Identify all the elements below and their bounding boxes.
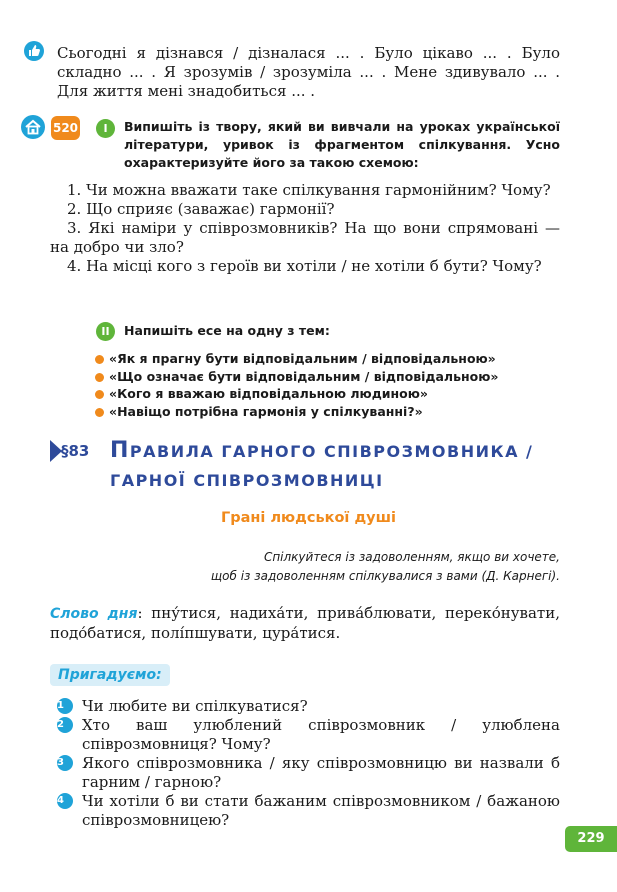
epigraph: Спілкуйтеся із задоволенням, якщо ви хочете, щоб із задоволенням спілкувалися з вами (Д. Карнегі).	[210, 550, 560, 583]
part-one-task: Випишіть із твору, який ви вивчали на уроках української літератури, уривок із фрагментом спілкування. Усно охарактеризуйте його за такою схемою:	[124, 119, 560, 170]
reflection-text: Сьогодні я дізнався / дізналася ... . Було цікаво ... . Було складно ... . Я зрозумів / зрозуміла ... . Мене здивувало ... . Для життя мені знадобиться ... .	[57, 44, 560, 100]
topic-list	[95, 350, 565, 420]
thumbs-up-icon	[24, 41, 44, 61]
recall-question-list	[57, 697, 560, 830]
word-of-the-day: Слово дня: пну́тися, надиха́ти, прива́блювати, переко́нувати, подо́батися, полі́пшувати, цура́тися.	[50, 604, 560, 642]
question-list	[50, 181, 560, 276]
bullet-icon	[95, 390, 104, 399]
list-item: «Навіщо потрібна гармонія у спілкуванні?»	[95, 403, 565, 421]
list-item: «Кого я вважаю відповідальною людиною»	[95, 385, 565, 403]
bullet-icon	[95, 408, 104, 417]
list-item: «Як я прагну бути відповідальним / відповідальною»	[95, 350, 565, 368]
exercise-number: 520	[51, 116, 80, 140]
list-item: 1. Чи можна вважати таке спілкування гармонійним? Чому?	[67, 181, 551, 199]
list-item: 3. Які наміри у співрозмовників? На що вони спрямовані — на добро чи зло?	[50, 219, 560, 256]
list-item: 4. На місці кого з героїв ви хотіли / не хотіли б бути? Чому?	[67, 257, 542, 275]
page-number: 229	[565, 826, 617, 852]
bullet-icon	[95, 355, 104, 364]
part-two-marker: II	[96, 322, 115, 341]
list-item: 3 Якого співрозмовника / яку співрозмовницю ви назвали б гарним / гарною?	[57, 754, 560, 791]
list-item: 4 Чи хотіли б ви стати бажаним співрозмовником / бажаною співрозмовницею?	[57, 792, 560, 829]
home-icon	[21, 115, 45, 139]
part-one-marker: I	[96, 119, 115, 138]
bullet-icon	[95, 373, 104, 382]
list-item: 1 Чи любите ви спілкуватися?	[57, 697, 308, 715]
section-mark: §83	[50, 440, 104, 462]
section-title: ПРАВИЛА ГАРНОГО СПІВРОЗМОВНИКА / ГАРНОЇ СПІВРОЗМОВНИЦІ	[110, 438, 534, 490]
list-item: «Що означає бути відповідальним / відповідальною»	[95, 368, 565, 386]
list-item: 2 Хто ваш улюблений співрозмовник / улюблена співрозмовниця? Чому?	[57, 716, 560, 753]
list-item: 2. Що сприяє (заважає) гармонії?	[67, 200, 335, 218]
section-subtitle: Грані людської душі	[221, 510, 396, 526]
recall-label: Пригадуємо:	[50, 664, 170, 686]
part-two-task: Напишіть есе на одну з тем:	[124, 323, 330, 338]
